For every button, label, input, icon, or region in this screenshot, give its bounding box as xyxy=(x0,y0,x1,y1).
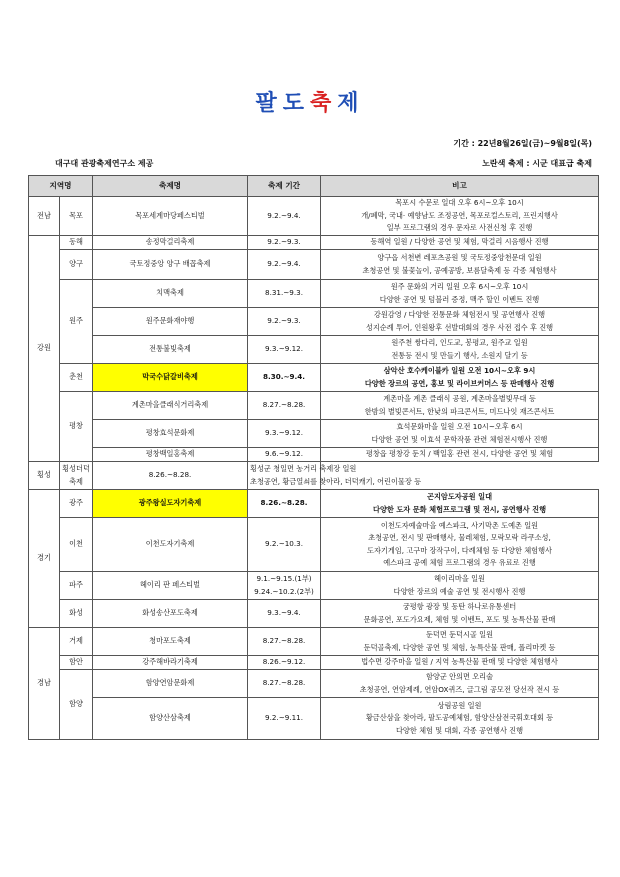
table-row xyxy=(29,698,599,740)
city-cell: 횡성 xyxy=(29,462,60,490)
table-row xyxy=(29,308,599,336)
festival-dates: 8.27.~8.28. xyxy=(248,628,321,656)
festival-dates: 9.2.~9.4. xyxy=(248,250,321,280)
festival-notes: 양구읍 서천변 레포츠공원 및 국토정중앙천문대 일원 초청공연 및 불꽃놀이, 공예공방, 보름달축제 등 각종 체험행사 xyxy=(321,250,599,280)
city-cell: 양구 xyxy=(60,250,93,280)
table-row xyxy=(29,250,599,280)
city-cell: 이천 xyxy=(60,518,93,572)
festival-notes: 궁평항 광장 및 동탄 하나로유통센터 문화공연, 포도가요제, 체험 및 이벤트, 포도 및 농특산물 판매 xyxy=(321,600,599,628)
festival-dates: 9.3.~9.4. xyxy=(248,600,321,628)
header-name: 축제명 xyxy=(93,176,248,197)
festival-dates: 8.27.~8.28. xyxy=(248,670,321,698)
table-row xyxy=(29,628,599,656)
city-cell: 광주 xyxy=(60,490,93,518)
header-dates: 축제 기간 xyxy=(248,176,321,197)
table-row xyxy=(29,420,599,448)
table-row xyxy=(29,364,599,392)
city-cell: 화성 xyxy=(60,600,93,628)
festival-dates: 9.6.~9.12. xyxy=(248,448,321,462)
festival-notes: 효석문화마을 일원 오전 10시~오후 6시 다양한 공연 및 이효석 문학작품 관련 체험전시행사 진행 xyxy=(321,420,599,448)
city-cell: 파주 xyxy=(60,572,93,600)
festival-name: 평창효석문화제 xyxy=(93,420,248,448)
festival-notes: 계촌마을 계촌 클래식 공원, 계촌마을별빛무대 등 한밤의 별빛콘서트, 한낮의 파크콘서트, 미드나잇 재즈콘서트 xyxy=(321,392,599,420)
festival-notes: 강원감영 / 다양한 전통문화 체험전시 및 공연행사 진행 성지순례 투어, 인원왕후 선발대회의 경우 사전 접수 후 진행 xyxy=(321,308,599,336)
festival-name: 이천도자기축제 xyxy=(93,518,248,572)
table-row xyxy=(29,490,599,518)
festival-dates: 9.2.~9.4. xyxy=(248,197,321,236)
city-cell: 거제 xyxy=(60,628,93,656)
period-text: 기간 : 22년8월26일(금)~9월8일(목) xyxy=(453,139,592,148)
table-row xyxy=(29,448,599,462)
festival-name: 계촌마을클래식거리축제 xyxy=(93,392,248,420)
city-cell: 춘천 xyxy=(60,364,93,392)
region-cell: 전남 xyxy=(29,197,60,236)
festival-name: 함양연암문화제 xyxy=(93,670,248,698)
festival-name: 원주문화재야행 xyxy=(93,308,248,336)
table-row xyxy=(29,392,599,420)
festival-dates: 9.2.~9.3. xyxy=(248,236,321,250)
legend-text: 노란색 축제 : 시군 대표급 축제 xyxy=(482,159,592,168)
festival-notes: 헤이리마을 일원 다양한 장르의 예술 공연 및 전시행사 진행 xyxy=(321,572,599,600)
festival-dates: 9.3.~9.12. xyxy=(248,420,321,448)
city-cell: 함양 xyxy=(60,670,93,740)
festival-dates: 8.26.~8.28. xyxy=(93,462,248,490)
festival-name: 치맥축제 xyxy=(93,280,248,308)
title-char: 도 xyxy=(282,91,310,116)
festival-dates: 8.26.~8.28. xyxy=(248,490,321,518)
city-cell: 목포 xyxy=(60,197,93,236)
source-text: 대구대 관광축제연구소 제공 xyxy=(55,159,154,168)
festival-notes: 함양군 안의면 오리술 초청공연, 연암제례, 연암OX퀴즈, 글그림 공모전 당선작 전시 등 xyxy=(321,670,599,698)
festival-name: 청마포도축제 xyxy=(93,628,248,656)
festival-notes: 평창읍 평창강 둔치 / 백일홍 관련 전시, 다양한 공연 및 체험 xyxy=(321,448,599,462)
page-title xyxy=(0,86,620,117)
festival-name: 함양산삼축제 xyxy=(93,698,248,740)
festival-name: 막국수닭갈비축제 xyxy=(93,364,248,392)
festival-notes: 원주 문화의 거리 일원 오후 6시~오후 10시 다양한 공연 및 텀블러 증정, 맥주 할인 이벤트 진행 xyxy=(321,280,599,308)
festival-dates: 9.2.~9.3. xyxy=(248,308,321,336)
table-row xyxy=(29,280,599,308)
table-row xyxy=(29,670,599,698)
festival-name: 송정막걸리축제 xyxy=(93,236,248,250)
festival-dates: 9.1.~9.15.(1부) 9.24.~10.2.(2부) xyxy=(248,572,321,600)
festival-name: 헤이리 판 페스티벌 xyxy=(93,572,248,600)
festival-notes: 삼악산 호수케이블카 일원 오전 10시~오후 9시 다양한 장르의 공연, 홍보 및 라이브커머스 등 판매행사 진행 xyxy=(321,364,599,392)
region-cell: 경남 xyxy=(29,628,60,740)
festival-dates: 8.30.~9.4. xyxy=(248,364,321,392)
festival-name: 전통불빛축제 xyxy=(93,336,248,364)
header-notes: 비고 xyxy=(321,176,599,197)
festival-notes: 상림공원 일원 황금산삼을 찾아라, 팔도공예체험, 함양산삼전국휘호대회 등 다양한 체험 및 대회, 각종 공연행사 진행 xyxy=(321,698,599,740)
table-row xyxy=(29,197,599,236)
table-row xyxy=(29,572,599,600)
festival-notes: 둔덕면 둔덕시골 일원 둔덕골축제, 다양한 공연 및 체험, 농특산물 판매, 폴리마켓 등 xyxy=(321,628,599,656)
festival-dates: 8.31.~9.3. xyxy=(248,280,321,308)
festival-table xyxy=(28,175,599,740)
city-cell: 평창 xyxy=(60,392,93,462)
festival-dates: 8.26.~9.12. xyxy=(248,656,321,670)
table-row xyxy=(29,236,599,250)
festival-name: 광주왕실도자기축제 xyxy=(93,490,248,518)
festival-name: 평창백일홍축제 xyxy=(93,448,248,462)
festival-notes: 법수면 강주마을 일원 / 지역 농특산물 판매 및 다양한 체험행사 xyxy=(321,656,599,670)
festival-notes: 이천도자예술마을 예스파크, 사기막촌 도예촌 일원 초청공연, 전시 및 판매행사, 물레체험, 모락모락 라쿠소성, 도자기게임, 고구마 장작구이, 다례체험 등 다양한 체험행사 예스파크 공예 체험 프로그램의 경우 유료로 진행 xyxy=(321,518,599,572)
table-row xyxy=(29,518,599,572)
festival-dates: 9.3.~9.12. xyxy=(248,336,321,364)
table-row xyxy=(29,336,599,364)
region-cell: 경기 xyxy=(29,490,60,628)
city-cell: 함안 xyxy=(60,656,93,670)
title-char: 팔 xyxy=(255,91,283,116)
festival-notes: 동해역 일원 / 다양한 공연 및 체험, 막걸리 시음행사 진행 xyxy=(321,236,599,250)
festival-dates: 8.27.~8.28. xyxy=(248,392,321,420)
header-region: 지역명 xyxy=(29,176,93,197)
title-char: 축 xyxy=(310,91,338,116)
festival-name: 강주해바라기축제 xyxy=(93,656,248,670)
festival-dates: 9.2.~10.3. xyxy=(248,518,321,572)
city-cell: 원주 xyxy=(60,280,93,364)
table-header-row xyxy=(29,176,599,197)
table-row xyxy=(29,462,599,490)
festival-name: 목포세계마당페스티벌 xyxy=(93,197,248,236)
title-char: 제 xyxy=(337,91,365,116)
region-cell: 강원 xyxy=(29,236,60,462)
festival-name: 횡성더덕축제 xyxy=(60,462,93,490)
festival-dates: 9.2.~9.11. xyxy=(248,698,321,740)
festival-notes: 횡성군 청일면 농거리 축제장 일원 초청공연, 황금열쇠를 찾아라, 더덕캐기, 어린이물장 등 xyxy=(248,462,321,490)
festival-notes: 목포시 수문로 일대 오후 6시~오후 10시 개/폐막, 국내· 예향남도 조정공연, 목포로컬스토리, 프린지행사 일부 프로그램의 경우 문자로 사전신청 후 진행 xyxy=(321,197,599,236)
festival-notes: 원주천 쌍다리, 인도교, 봉평교, 원주교 일원 전통등 전시 및 만들기 행사, 소원지 달기 등 xyxy=(321,336,599,364)
festival-name: 화성송산포도축제 xyxy=(93,600,248,628)
festival-name: 국토정중앙 양구 배꼽축제 xyxy=(93,250,248,280)
city-cell: 동해 xyxy=(60,236,93,250)
table-row xyxy=(29,656,599,670)
festival-notes: 곤지암도자공원 일대 다양한 도자 문화 체험프로그램 및 전시, 공연행사 진행 xyxy=(321,490,599,518)
table-row xyxy=(29,600,599,628)
